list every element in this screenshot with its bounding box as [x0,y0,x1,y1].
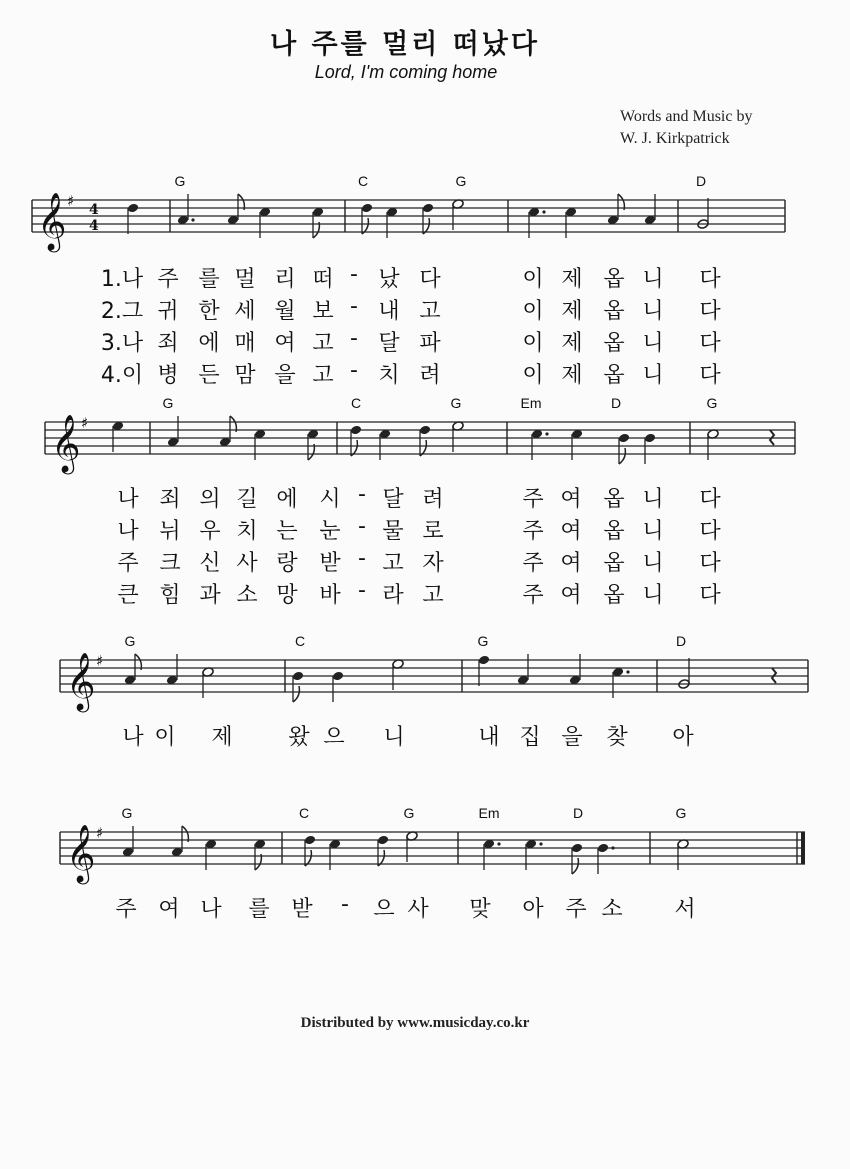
lyric-syllable: 나 [117,487,139,512]
lyric-syllable: 제 [561,299,583,324]
note [254,429,266,460]
lyric-syllable: 이 [522,363,544,388]
lyric-syllable: 주 [522,487,544,512]
lyric-syllable: 고 [419,299,441,324]
note [377,835,389,866]
half-note [392,659,404,690]
staff-system-3 [0,630,850,710]
note [612,667,630,698]
note [419,425,431,456]
lyric-syllable: 다 [699,487,721,512]
lyric-syllable: 옵 [603,331,625,356]
lyric-syllable: 니 [642,487,664,512]
lyric-syllable: 라 [382,583,404,608]
note [292,671,304,702]
lyric-syllable: 에 [276,487,298,512]
composer-credit [620,106,752,150]
note [597,843,615,874]
lyric-syllable: 에 [198,331,220,356]
lyric-syllable: 다 [699,519,721,544]
lyric-syllable: - [358,546,366,571]
lyric-syllable: - [341,892,349,917]
chord-symbol: C [298,805,310,821]
note [122,826,134,857]
time-signature-top: 4 [89,202,99,218]
lyric-syllable: 시 [319,487,341,512]
lyric-syllable: 한 [198,299,220,324]
lyric-syllable: 왔 [288,725,310,750]
lyric-syllable: 이 [522,299,544,324]
lyric-syllable: - [350,262,358,287]
note [644,194,656,225]
lyric-syllable: 니 [642,331,664,356]
lyric-syllable: 제 [211,725,233,750]
lyric-syllable: 다 [699,583,721,608]
lyric-syllable: 려 [419,363,441,388]
lyric-syllable: 를 [198,267,220,292]
lyric-syllable: 내 [378,299,400,324]
half-note [202,667,214,698]
staff-system-2 [0,392,850,472]
chord-symbol: D [695,173,707,189]
note [361,203,373,234]
lyric-syllable: 든 [198,363,220,388]
lyric-syllable: 려 [422,487,444,512]
lyric-syllable: 니 [642,267,664,292]
note [304,835,316,866]
note [571,429,583,460]
half-note [406,831,418,862]
lyric-syllable: 신 [199,551,221,576]
lyric-syllable: 주 [522,551,544,576]
lyric-syllable: 아 [522,897,544,922]
lyric-syllable: 떠 [312,267,334,292]
lyric-syllable: 물 [382,519,404,544]
lyric-syllable: 옵 [603,583,625,608]
chord-symbol: C [294,633,306,649]
lyric-syllable: 다 [699,331,721,356]
lyric-syllable: 달 [378,331,400,356]
lyric-syllable: 사 [407,897,429,922]
lyric-syllable: 옵 [603,267,625,292]
chord-symbol: G [403,805,415,821]
treble-clef-icon: 𝄞 [51,414,81,472]
note [219,416,237,447]
lyric-syllable: 으 [373,897,395,922]
half-note [452,421,464,452]
lyric-syllable: 으 [323,725,345,750]
lyric-syllable: 다 [699,299,721,324]
note [227,194,245,225]
note [565,207,577,238]
distributor-footer: Distributed by www.musicday.co.kr [300,1015,530,1031]
staff-system-1 [0,170,850,250]
chord-symbol: D [675,633,687,649]
lyric-syllable: 주 [115,897,137,922]
lyric-syllable: 집 [519,725,541,750]
lyric-syllable: 고 [422,583,444,608]
lyric-syllable: 맞 [469,897,491,922]
lyric-syllable: 병 [157,363,179,388]
note [379,429,391,460]
note [167,416,179,447]
treble-clef-icon: 𝄞 [37,192,67,250]
note [312,207,324,238]
lyric-syllable: 주 [522,519,544,544]
time-signature-bottom: 4 [89,218,99,234]
note [478,655,490,686]
lyric-syllable: 다 [419,267,441,292]
lyric-syllable: 세 [234,299,256,324]
note [525,839,543,870]
lyric-syllable: 니 [642,519,664,544]
sharp-icon: ♯ [81,414,89,432]
treble-clef-icon: 𝄞 [66,652,96,710]
chord-symbol: G [162,395,174,411]
lyric-syllable: 랑 [276,551,298,576]
note [644,433,656,464]
half-note [452,199,464,230]
note [124,654,142,685]
lyric-syllable: 파 [419,331,441,356]
lyric-syllable: 옵 [603,519,625,544]
composer-name: W. J. Kirkpatrick [620,130,730,147]
chord-symbol: G [121,805,133,821]
lyric-syllable: 달 [382,487,404,512]
final-barline [801,832,805,864]
lyric-syllable: 여 [560,551,582,576]
lyric-syllable: 내 [478,725,500,750]
lyric-syllable: 을 [561,725,583,750]
note [528,207,546,238]
lyric-syllable: 월 [274,299,296,324]
half-note [707,429,719,460]
lyric-syllable: 옵 [603,551,625,576]
sharp-icon: ♯ [96,824,104,842]
lyric-syllable: 1.나 [100,267,144,292]
lyric-syllable: 보 [312,299,334,324]
chord-symbol: G [174,173,186,189]
chord-symbol: G [675,805,687,821]
lyric-syllable: 다 [699,267,721,292]
note [607,194,625,225]
chord-symbol: G [455,173,467,189]
lyric-syllable: 나 [117,519,139,544]
chord-symbol: C [350,395,362,411]
lyric-syllable: 을 [274,363,296,388]
chord-symbol: D [572,805,584,821]
lyric-syllable: 귀 [157,299,179,324]
lyric-syllable: 니 [383,725,405,750]
lyric-syllable: 의 [199,487,221,512]
lyric-syllable: 4.이 [100,363,144,388]
lyric-syllable: 큰 [117,583,139,608]
lyric-syllable: - [358,482,366,507]
lyric-syllable: 매 [234,331,256,356]
lyric-syllable: 니 [642,551,664,576]
lyric-syllable: 눈 [319,519,341,544]
sharp-icon: ♯ [96,652,104,670]
lyric-syllable: 여 [560,487,582,512]
note [483,839,501,870]
half-note [697,198,709,229]
lyric-syllable: 바 [319,583,341,608]
lyric-syllable: - [350,294,358,319]
lyric-syllable: 제 [561,363,583,388]
lyric-syllable: 여 [560,519,582,544]
lyric-syllable: 니 [642,299,664,324]
note [307,429,319,460]
lyric-syllable: 이 [154,725,176,750]
lyric-syllable: - [358,514,366,539]
lyric-syllable: 받 [291,897,313,922]
note [517,654,529,685]
lyric-syllable: 제 [561,331,583,356]
lyric-syllable: 이 [522,267,544,292]
half-note [677,839,689,870]
chord-symbol: D [610,395,622,411]
lyric-syllable: 뉘 [159,519,181,544]
note [127,203,139,234]
lyric-syllable: 과 [199,583,221,608]
lyric-syllable: 죄 [159,487,181,512]
lyric-syllable: - [350,358,358,383]
note [618,433,630,464]
lyric-syllable: 옵 [603,487,625,512]
sharp-icon: ♯ [67,192,75,210]
lyric-syllable: 맘 [234,363,256,388]
lyric-syllable: 제 [561,267,583,292]
chord-symbol: G [706,395,718,411]
lyric-syllable: 여 [560,583,582,608]
lyric-syllable: 주 [565,897,587,922]
chord-symbol: Em [520,395,542,411]
note [329,839,341,870]
lyric-syllable: 고 [382,551,404,576]
lyric-syllable: 는 [276,519,298,544]
lyric-syllable: 니 [642,363,664,388]
chord-symbol: Em [478,805,500,821]
lyric-syllable: 멀 [234,267,256,292]
lyric-syllable: 로 [422,519,444,544]
song-title: 나 주를 멀리 떠났다 [270,29,540,60]
lyric-syllable: 소 [601,897,623,922]
lyric-syllable: 니 [642,583,664,608]
lyric-syllable: 망 [276,583,298,608]
lyric-syllable: 찾 [606,725,628,750]
lyric-syllable: 고 [312,363,334,388]
lyric-syllable: 치 [378,363,400,388]
chord-symbol: G [450,395,462,411]
note [569,654,581,685]
lyric-syllable: 났 [378,267,400,292]
lyric-syllable: 나 [200,897,222,922]
note [259,207,271,238]
half-note [678,658,690,689]
lyric-syllable: 3.나 [100,331,144,356]
lyric-syllable: 아 [672,725,694,750]
lyric-syllable: 옵 [603,299,625,324]
lyric-syllable: 다 [699,551,721,576]
note [386,207,398,238]
lyric-syllable: 2.그 [100,299,144,324]
lyric-syllable: 나 [122,725,144,750]
lyric-syllable: 이 [522,331,544,356]
note [350,425,362,456]
chord-symbol: G [477,633,489,649]
note [422,203,434,234]
note [571,843,583,874]
note [166,654,178,685]
lyric-syllable: 주 [522,583,544,608]
note [112,421,124,452]
chord-symbol: C [357,173,369,189]
note [177,194,195,225]
lyric-syllable: 자 [422,551,444,576]
lyric-syllable: 죄 [157,331,179,356]
song-subtitle: Lord, I'm coming home [314,62,498,82]
lyric-syllable: - [350,326,358,351]
lyric-syllable: 를 [248,897,270,922]
lyric-syllable: 우 [199,519,221,544]
lyric-syllable: 여 [158,897,180,922]
lyric-syllable: - [358,578,366,603]
note [332,671,344,702]
lyric-syllable: 받 [319,551,341,576]
lyric-syllable: 힘 [159,583,181,608]
note [171,826,189,857]
note [205,839,217,870]
lyric-syllable: 고 [312,331,334,356]
treble-clef-icon: 𝄞 [66,824,96,882]
lyric-syllable: 사 [236,551,258,576]
credit-label: Words and Music by [620,108,753,125]
lyric-syllable: 리 [274,267,296,292]
lyric-syllable: 여 [274,331,296,356]
lyric-syllable: 크 [159,551,181,576]
lyric-syllable: 소 [236,583,258,608]
lyric-syllable: 주 [117,551,139,576]
note [531,429,549,460]
lyric-syllable: 길 [236,487,258,512]
lyric-syllable: 치 [236,519,258,544]
note [254,839,266,870]
lyric-syllable: 옵 [603,363,625,388]
lyric-syllable: 서 [674,897,696,922]
staff-system-4 [0,802,850,882]
chord-symbol: G [124,633,136,649]
lyric-syllable: 주 [157,267,179,292]
lyric-syllable: 다 [699,363,721,388]
